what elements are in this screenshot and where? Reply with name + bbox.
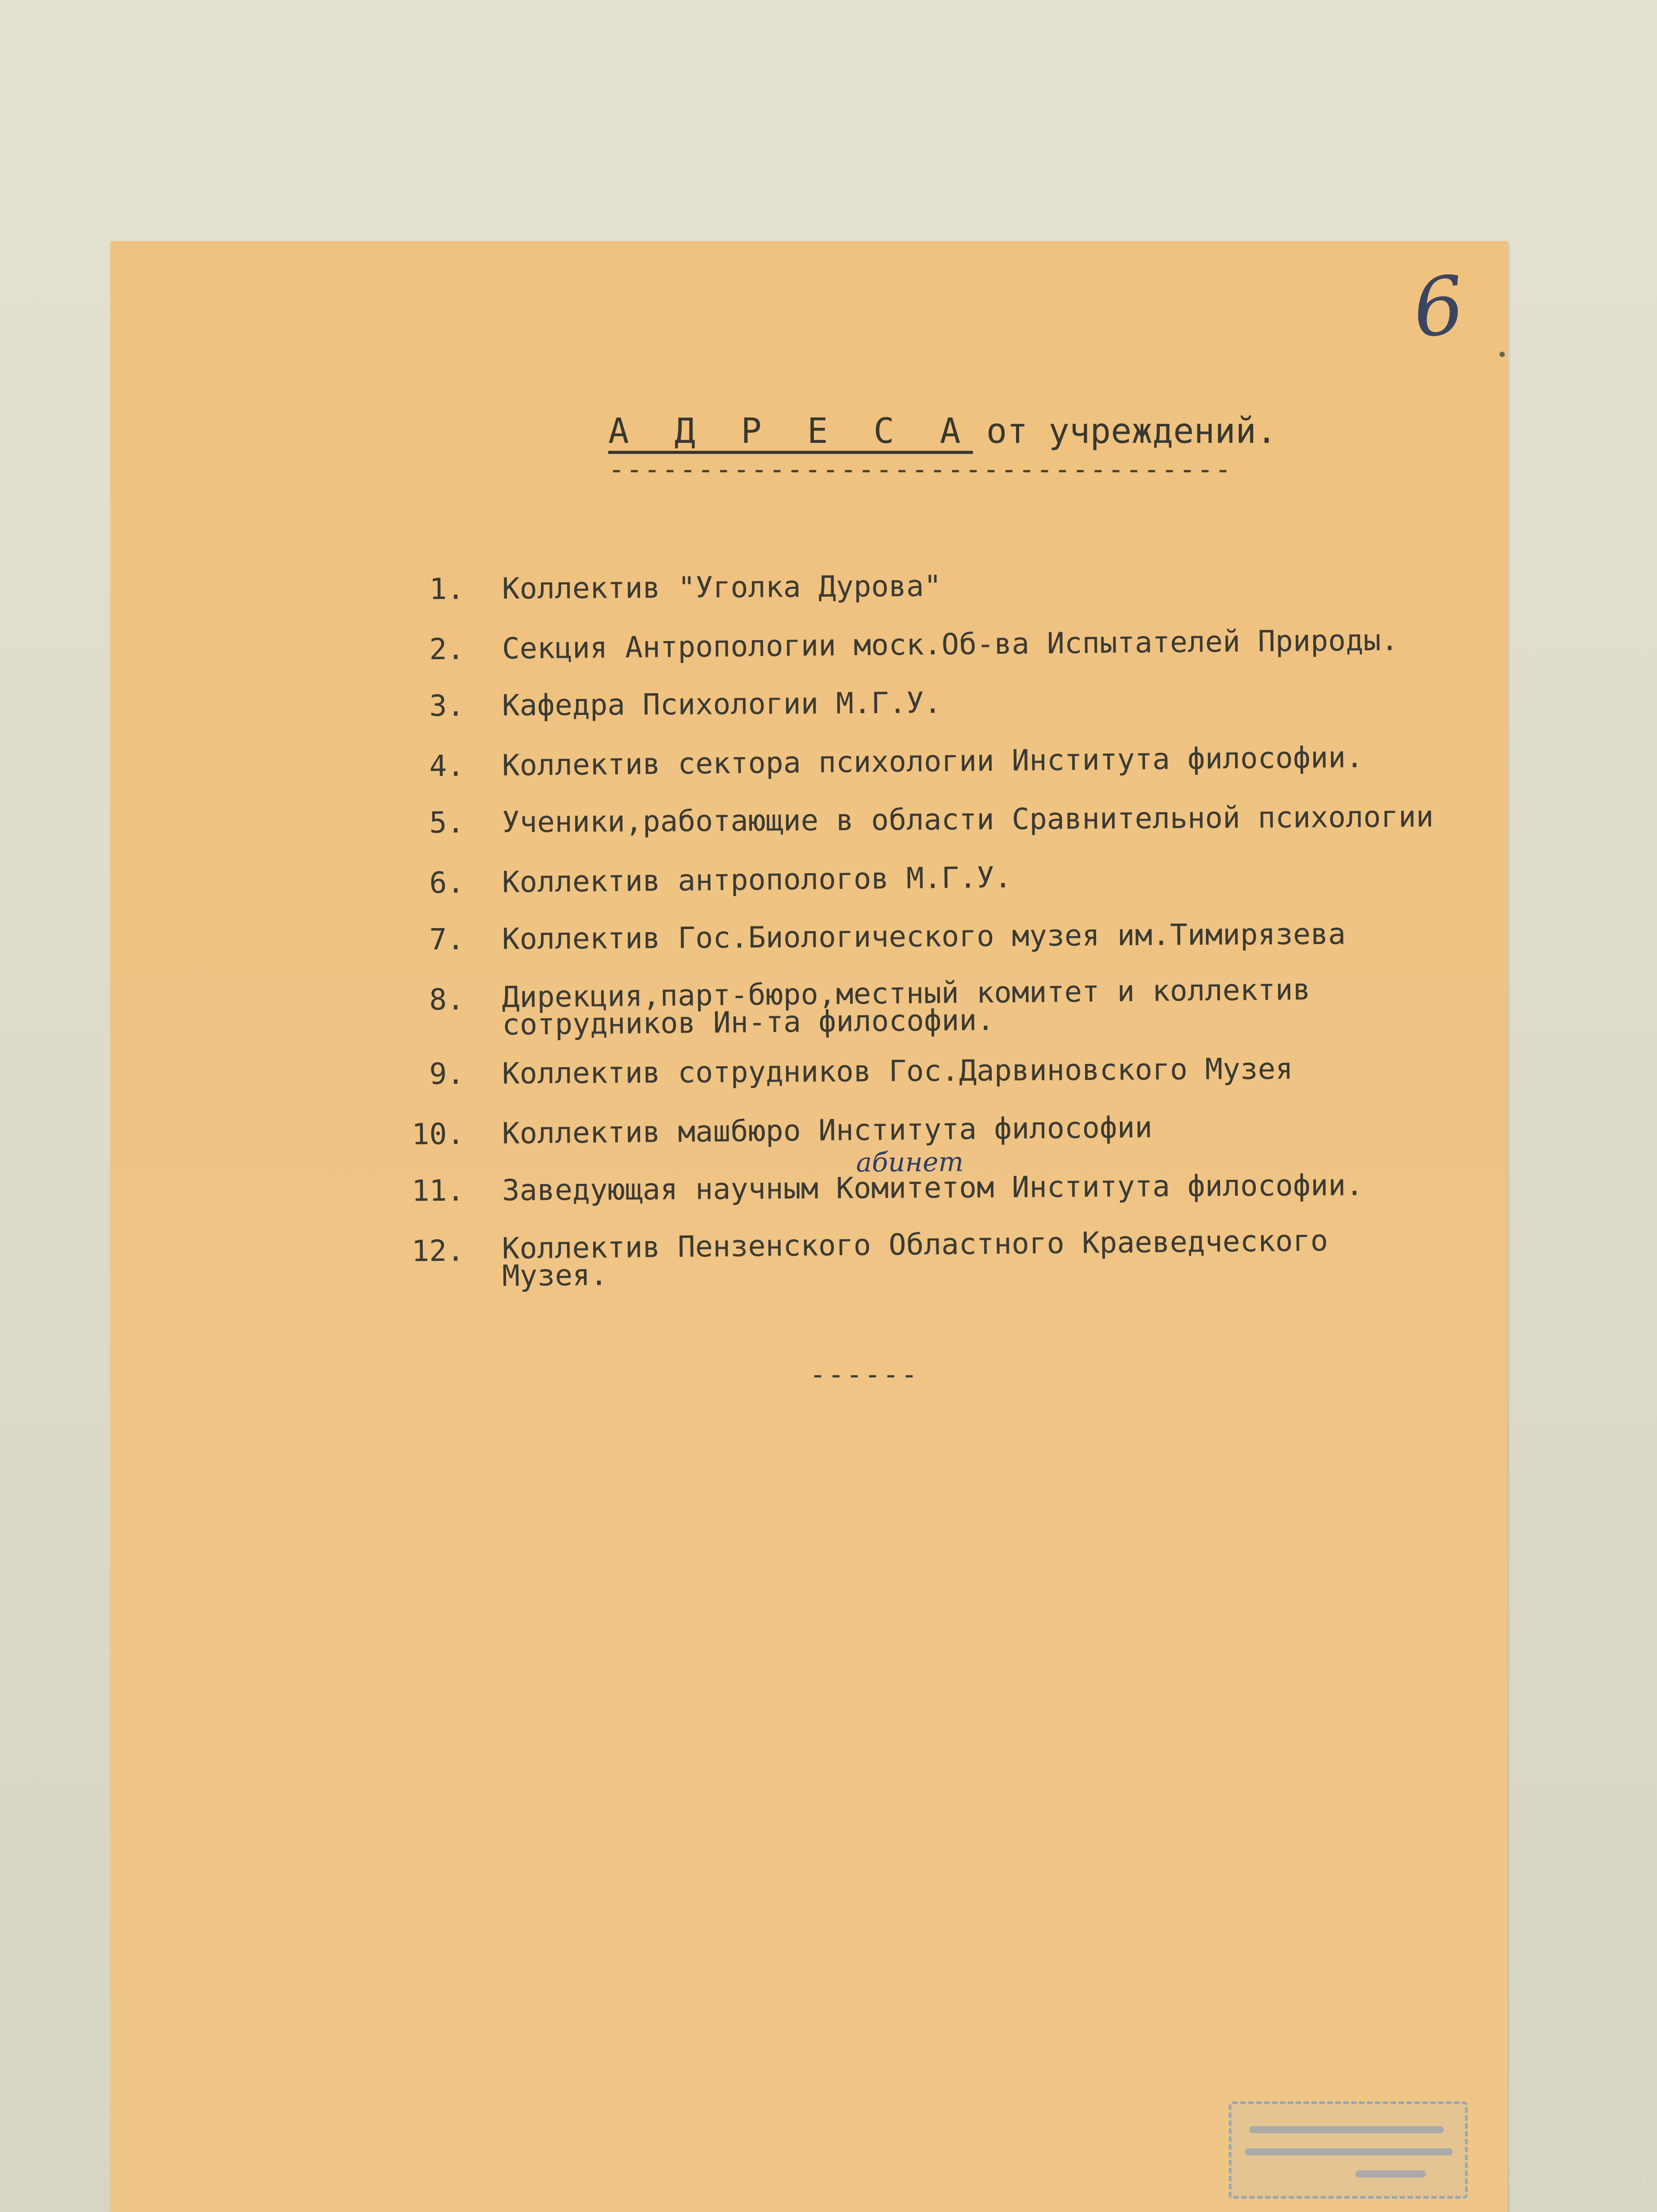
- list-item: [380, 624, 1513, 666]
- document-title: [608, 411, 1277, 485]
- list-item: [380, 918, 1513, 956]
- item-number: 11.: [411, 1173, 465, 1208]
- item-text: Коллектив сектора психологии Института философии.: [502, 740, 1364, 783]
- item-number: 8.: [429, 982, 465, 1017]
- stamp-line: [1245, 2148, 1453, 2155]
- item-number: 6.: [429, 865, 465, 900]
- handwritten-page-number: 6: [1408, 258, 1469, 356]
- item-text: Коллектив сотрудников Гос.Дарвиновского Музея: [502, 1052, 1293, 1091]
- item-text-after: ом Института философии.: [959, 1168, 1364, 1205]
- list-item: [380, 741, 1513, 783]
- stamp-line: [1355, 2170, 1426, 2177]
- list-item: [380, 684, 1513, 722]
- item-text: Дирекция,парт-бюро,местный комитет и коллектив сотрудников Ин-та философии.: [502, 972, 1311, 1042]
- item-number: 2.: [429, 632, 465, 667]
- item-text: Коллектив машбюро Института философии: [502, 1110, 1153, 1151]
- item-number: 4.: [429, 749, 465, 783]
- list-item: [380, 857, 1513, 899]
- item-text: Коллектив Пензенского Областного Краеведческого Музея.: [502, 1223, 1328, 1293]
- stamp-line: [1249, 2126, 1444, 2133]
- item-text: Секция Антропологии моск.Об-ва Испытателей Природы.: [502, 623, 1399, 666]
- struck-typed-text: омитет: [853, 1170, 959, 1206]
- list-item: [380, 1225, 1513, 1291]
- item-number: 10.: [411, 1117, 465, 1152]
- item-text-before: Заведующая научным К: [502, 1171, 854, 1208]
- item-number: 5.: [429, 805, 465, 840]
- title-spaced-word: А Д Р Е С А: [608, 411, 973, 451]
- title-line: [608, 411, 1277, 451]
- title-subtitle: от учреждений.: [986, 411, 1277, 451]
- item-text: Коллектив антропологов М.Г.У.: [502, 860, 1012, 899]
- ink-speck: [1500, 352, 1505, 357]
- list-item: [380, 974, 1513, 1040]
- list-item: [380, 1052, 1513, 1090]
- item-number: 1.: [429, 572, 465, 607]
- list-item: [380, 1109, 1513, 1151]
- item-number: 12.: [411, 1233, 465, 1268]
- archive-stamp: [1229, 2101, 1468, 2199]
- item-text: Ученики,работающие в области Сравнительной психологии: [502, 799, 1434, 840]
- list-item: [380, 1146, 1513, 1208]
- item-number: 3.: [429, 688, 465, 723]
- item-text: Коллектив "Уголка Дурова": [502, 569, 942, 606]
- item-text: Коллектив Гос.Биологического музея им.Тимирязева: [502, 917, 1346, 956]
- handwritten-correction: абинет: [856, 1146, 964, 1179]
- address-list: [380, 571, 1513, 1307]
- list-item: [380, 567, 1513, 605]
- item-number: 9.: [429, 1056, 465, 1091]
- item-number: 7.: [429, 922, 465, 957]
- item-text: Кафедра Психологии М.Г.У.: [502, 686, 942, 723]
- corrected-word: [853, 1146, 964, 1206]
- title-underline-rule: -----------------------------------: [608, 453, 1233, 485]
- list-item: [380, 801, 1513, 839]
- end-rule: ------: [809, 1358, 919, 1390]
- item-text: [502, 1146, 1513, 1208]
